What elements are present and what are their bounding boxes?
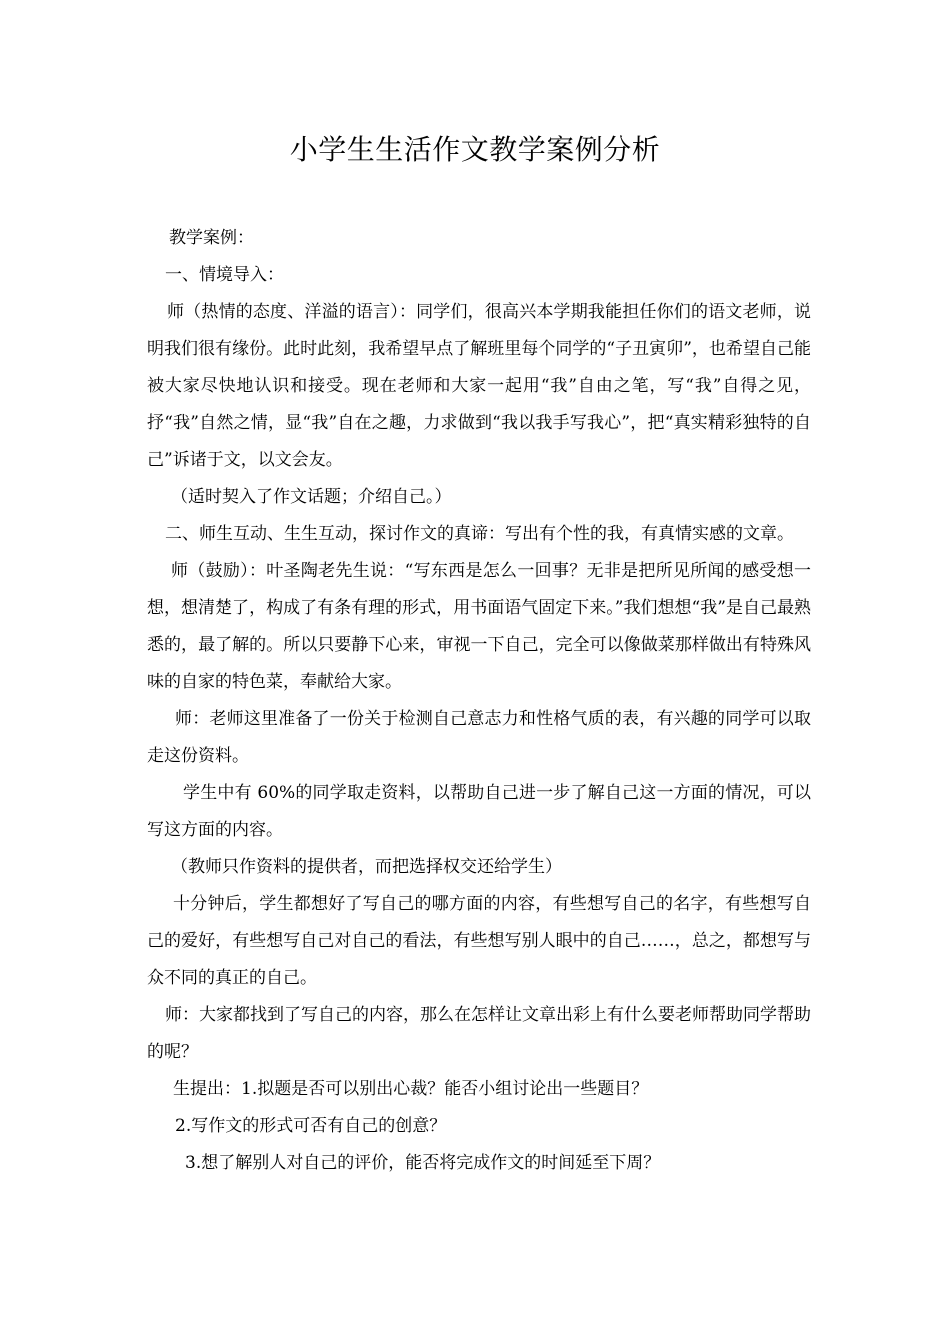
- paragraph-note-topic: （适时契入了作文话题；介绍自己。）: [171, 487, 452, 507]
- paragraph-teacher-material: 师：老师这里准备了一份关于检测自己意志力和性格气质的表，有兴趣的同学可以取走这份资料。: [147, 709, 811, 766]
- paragraph-teacher-encourage: 师（鼓励）：叶圣陶老先生说：“写东西是怎么一回事？无非是把所见所闻的感受想一想，想清楚了，构成了有条有理的形式，用书面语气固定下来。”我们想想“我”是自己最熟悉的，最了解的。所以只要静下心来，审视一下自己，完全可以像做菜那样做出有特殊风味的自家的特色菜，奉献给大家。: [147, 561, 811, 692]
- paragraph-case-heading: 教学案例：: [169, 228, 254, 248]
- paragraph-ten-minutes: 十分钟后，学生都想好了写自己的哪方面的内容，有些想写自己的名字，有些想写自己的爱好，有些想写自己对自己的看法，有些想写别人眼中的自己……，总之，都想写与众不同的真正的自己。: [147, 894, 811, 988]
- paragraph-student-proposal-1: 生提出：1.拟题是否可以别出心裁？能否小组讨论出一些题目？: [173, 1079, 649, 1099]
- paragraph-section-1-heading: 一、情境导入：: [165, 265, 284, 285]
- paragraph-student-proposal-3: 3.想了解别人对自己的评价，能否将完成作文的时间延至下周？: [185, 1153, 661, 1173]
- paragraph-student-proposal-2: 2.写作文的形式可否有自己的创意？: [175, 1116, 447, 1136]
- paragraph-section-2-heading: 二、师生互动、生生互动，探讨作文的真谛：写出有个性的我，有真情实感的文章。: [165, 524, 794, 544]
- paragraph-note-provider: （教师只作资料的提供者，而把选择权交还给学生）: [171, 857, 562, 877]
- document-body: [147, 220, 811, 1182]
- paragraph-teacher-intro: 师（热情的态度、洋溢的语言）：同学们，很高兴本学期我能担任你们的语文老师，说明我们很有缘份。此时此刻，我希望早点了解班里每个同学的“子丑寅卯”，也希望自己能被大家尽快地认识和接受。现在老师和大家一起用“我”自由之笔，写“我”自得之见，抒“我”自然之情，显“我”自在之趣，力求做到“我以我手写我心”，把“真实精彩独特的自己”诉诸于文，以文会友。: [147, 302, 811, 470]
- paragraph-teacher-question: 师：大家都找到了写自己的内容，那么在怎样让文章出彩上有什么要老师帮助同学帮助的呢？: [147, 1005, 811, 1062]
- paragraph-students-take: 学生中有 60%的同学取走资料，以帮助自己进一步了解自己这一方面的情况，可以写这方面的内容。: [147, 783, 811, 840]
- document-title: 小学生生活作文教学案例分析: [289, 133, 661, 166]
